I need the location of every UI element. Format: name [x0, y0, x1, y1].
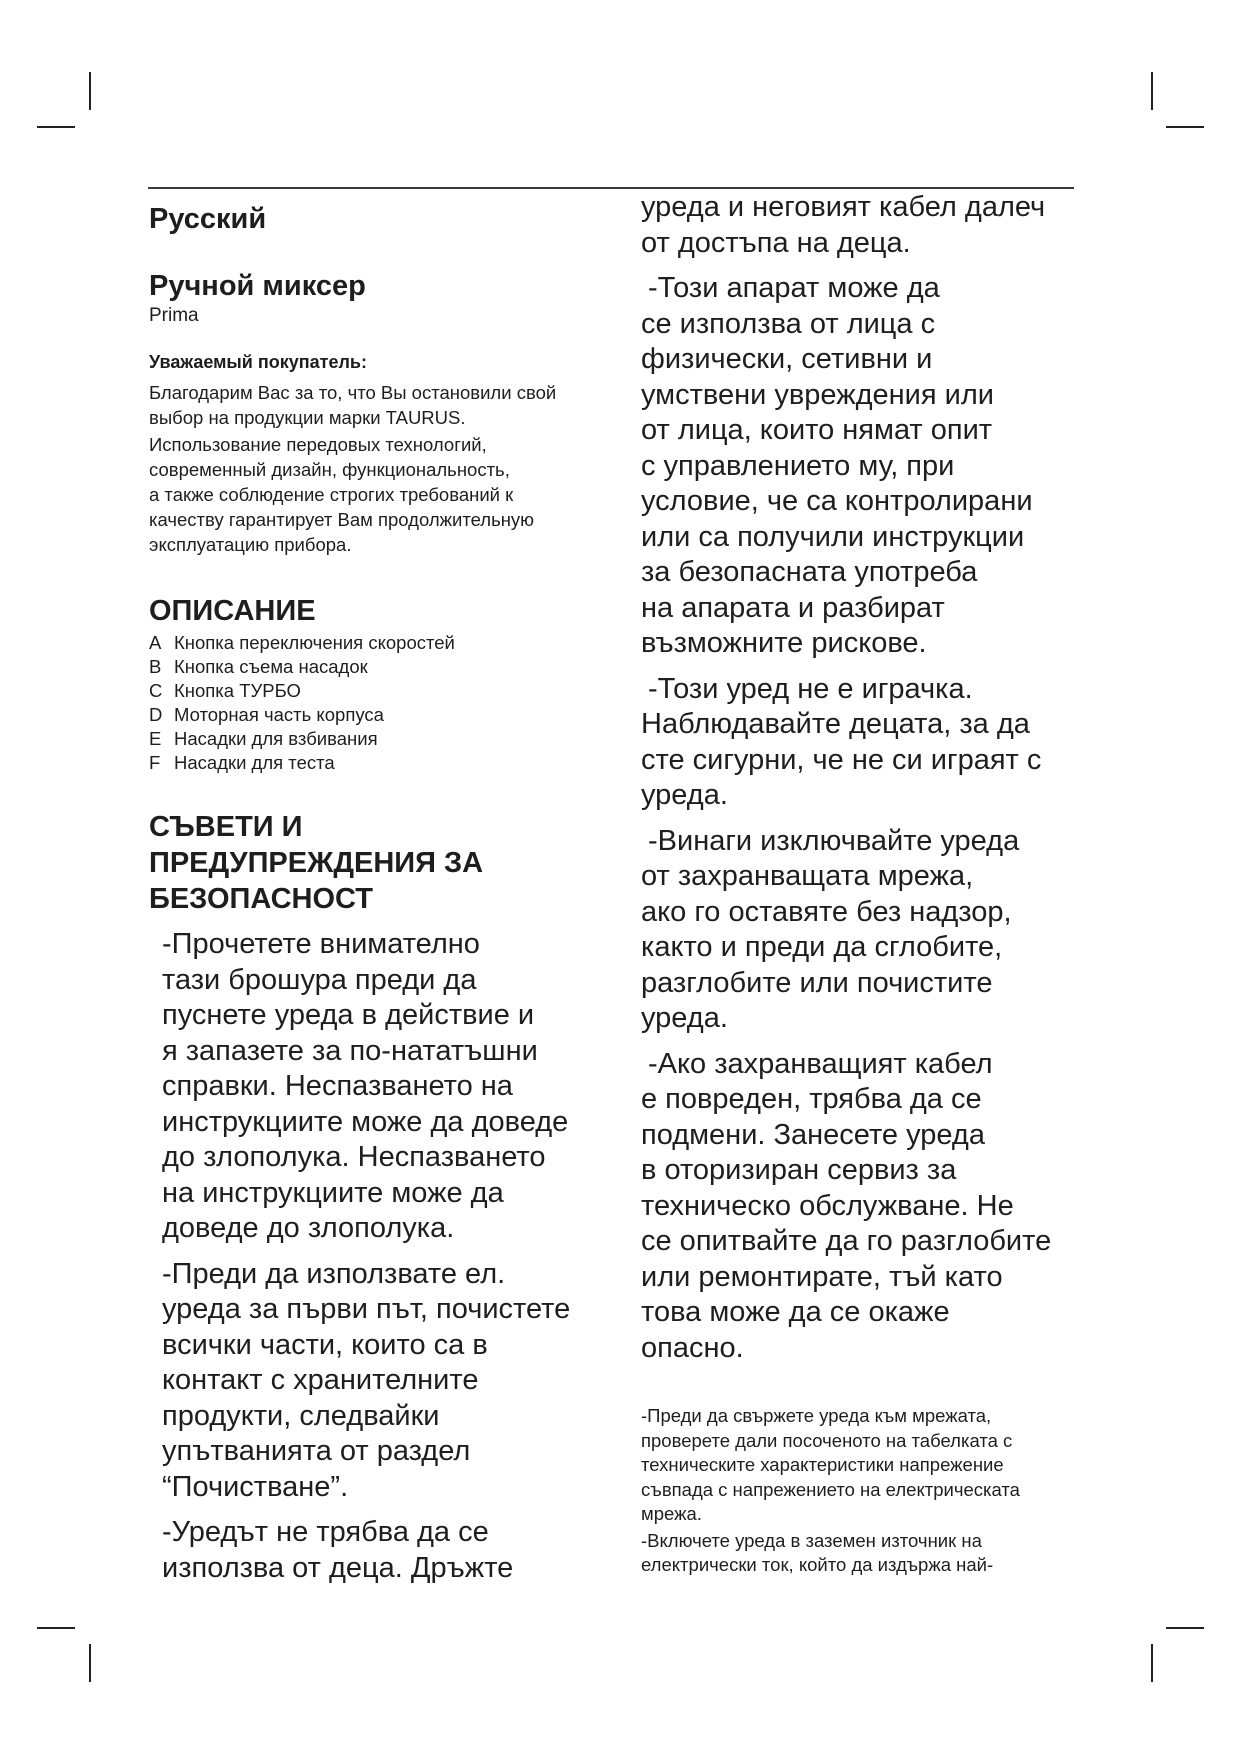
item-text: Насадки для теста: [174, 752, 335, 773]
heading-line: БЕЗОПАСНОСТ: [149, 883, 373, 915]
crop-mark-top-right-vertical: [1151, 72, 1153, 110]
text-line: уреда.: [641, 779, 728, 811]
left-column: [149, 190, 619, 1596]
text-line: от лица, които нямат опит: [641, 414, 993, 446]
text-line: за безопасната употреба: [641, 556, 978, 588]
greeting-paragraph-2: [149, 432, 619, 557]
text-line: на апарата и разбират: [641, 591, 945, 624]
item-letter: B: [149, 656, 162, 677]
text-line: или ремонтирате, тъй като: [641, 1260, 1003, 1293]
text-line: -Преди да използвате ел.: [162, 1257, 506, 1290]
safety-paragraph: [149, 927, 619, 1247]
text-line: -Преди да свържете уреда към мрежата,: [641, 1405, 992, 1426]
text-line: използва от деца. Дръжте: [162, 1551, 514, 1584]
text-line: електрически ток, който да издържа най-: [641, 1554, 994, 1575]
text-line: условие, че са контролирани: [641, 485, 1033, 517]
text-line: е повреден, трябва да се: [641, 1083, 982, 1115]
text-line: подмени. Занесете уреда: [641, 1118, 985, 1151]
text-line: справки. Неспазването на: [162, 1070, 513, 1102]
item-text: Кнопка съема насадок: [174, 656, 368, 677]
text-line: Благодарим Вас за то, что Вы остановили свой: [149, 382, 557, 403]
item-text: Кнопка ТУРБО: [174, 680, 301, 701]
text-line: качеству гарантирует Вам продолжительную: [149, 509, 535, 530]
text-line: или са получили инструкции: [641, 520, 1025, 553]
description-item: [149, 679, 619, 703]
text-line: до злополука. Неспазването: [162, 1141, 546, 1173]
text-line: съвпада с напрежението на електрическата: [641, 1478, 1020, 1500]
greeting-heading: Уважаемый покупатель:: [149, 352, 367, 372]
text-line: доведе до злополука.: [162, 1212, 455, 1244]
safety-paragraph-continued: [641, 190, 1081, 261]
text-line: мрежа.: [641, 1503, 702, 1524]
text-line: проверете дали посоченото на табелката с: [641, 1429, 1013, 1451]
text-line: уреда за първи път, почистете: [162, 1293, 571, 1325]
text-line: -Ако захранващият кабел: [648, 1047, 993, 1080]
safety-paragraph: [149, 1515, 619, 1586]
text-line: современный дизайн, функциональность,: [149, 459, 510, 480]
item-text: Моторная часть корпуса: [174, 704, 384, 725]
item-letter: F: [149, 752, 161, 773]
item-text: Кнопка переключения скоростей: [174, 632, 455, 653]
text-line: -Този апарат може да: [648, 272, 940, 304]
text-line: с управлението му, при: [641, 449, 955, 482]
item-letter: D: [149, 704, 163, 725]
text-line: техническите характеристики напрежение: [641, 1454, 1004, 1475]
text-line: ако го оставяте без надзор,: [641, 895, 1012, 928]
text-line: продукти, следвайки: [162, 1399, 440, 1432]
text-line: Наблюдавайте децата, за да: [641, 708, 1030, 740]
text-line: това може да се окаже: [641, 1296, 950, 1328]
text-line: тази брошура преди да: [162, 963, 477, 996]
greeting-paragraph-1: [149, 380, 619, 430]
header-rule: [148, 187, 1074, 189]
right-column: [641, 190, 1081, 1580]
safety-paragraph: [641, 672, 1081, 814]
description-list: [149, 631, 619, 775]
text-line: -Винаги изключвайте уреда: [648, 824, 1020, 857]
text-line: контакт с хранителните: [162, 1364, 479, 1396]
text-line: -Включете уреда в заземен източник на: [641, 1529, 982, 1551]
text-line: “Почистване”.: [162, 1470, 349, 1503]
text-line: упътванията от раздел: [162, 1435, 471, 1467]
text-line: уреда и неговият кабел далеч: [641, 191, 1046, 223]
description-item: [149, 631, 619, 655]
safety-paragraph: [149, 1257, 619, 1506]
crop-mark-top-right-horizontal: [1166, 126, 1204, 128]
safety-paragraph: [641, 271, 1081, 662]
small-safety-paragraph: [641, 1529, 1081, 1578]
crop-mark-top-left-horizontal: [37, 126, 75, 128]
item-text: Насадки для взбивания: [174, 728, 378, 749]
text-line: умствени увреждения или: [641, 378, 994, 411]
text-line: сте сигурни, че не си играят с: [641, 743, 1042, 776]
item-letter: A: [149, 632, 162, 653]
text-line: инструкциите може да доведе: [162, 1105, 569, 1138]
text-line: всички части, които са в: [162, 1328, 488, 1361]
text-line: от достъпа на деца.: [641, 226, 911, 259]
heading-line: СЪВЕТИ И: [149, 811, 303, 843]
safety-paragraph: [641, 824, 1081, 1037]
text-line: я запазете за по-нататъшни: [162, 1034, 538, 1067]
text-line: разглобите или почистите: [641, 966, 993, 999]
item-letter: C: [149, 680, 163, 701]
heading-line: ПРЕДУПРЕЖДЕНИЯ ЗА: [149, 847, 484, 879]
text-line: физически, сетивни и: [641, 343, 933, 375]
text-line: се използва от лица с: [641, 307, 936, 340]
crop-mark-bottom-right-vertical: [1151, 1644, 1153, 1682]
crop-mark-bottom-left-vertical: [89, 1644, 91, 1682]
text-line: техническо обслужване. Не: [641, 1189, 1014, 1222]
text-line: Использование передовых технологий,: [149, 434, 487, 455]
description-item: [149, 751, 619, 775]
text-line: както и преди да сглобите,: [641, 931, 1003, 963]
text-line: опасно.: [641, 1331, 744, 1364]
small-safety-paragraph: [641, 1404, 1081, 1527]
text-line: -Прочетете внимателно: [162, 928, 480, 960]
description-item: [149, 727, 619, 751]
description-item: [149, 655, 619, 679]
text-line: выбор на продукции марки TAURUS.: [149, 407, 466, 428]
crop-mark-bottom-left-horizontal: [37, 1627, 75, 1629]
description-item: [149, 703, 619, 727]
text-line: эксплуатацию прибора.: [149, 534, 352, 555]
text-line: се опитвайте да го разглобите: [641, 1225, 1052, 1257]
text-line: в оторизиран сервиз за: [641, 1154, 957, 1186]
crop-mark-top-left-vertical: [89, 72, 91, 110]
text-line: възможните рискове.: [641, 627, 927, 659]
text-line: пуснете уреда в действие и: [162, 999, 535, 1031]
safety-heading: [149, 809, 569, 917]
text-line: -Уредът не трябва да се: [162, 1516, 489, 1548]
text-line: -Този уред не е играчка.: [648, 672, 973, 705]
language-heading: Русский: [149, 203, 267, 235]
text-line: от захранващата мрежа,: [641, 860, 974, 892]
crop-mark-bottom-right-horizontal: [1166, 1627, 1204, 1629]
product-title: Ручной миксер: [149, 270, 366, 302]
product-model: Prima: [149, 305, 199, 326]
safety-paragraph: [641, 1047, 1081, 1367]
text-line: на инструкциите може да: [162, 1176, 504, 1209]
text-line: а также соблюдение строгих требований к: [149, 484, 514, 505]
text-line: уреда.: [641, 1002, 728, 1034]
item-letter: E: [149, 728, 162, 749]
description-heading: ОПИСАНИЕ: [149, 595, 316, 627]
